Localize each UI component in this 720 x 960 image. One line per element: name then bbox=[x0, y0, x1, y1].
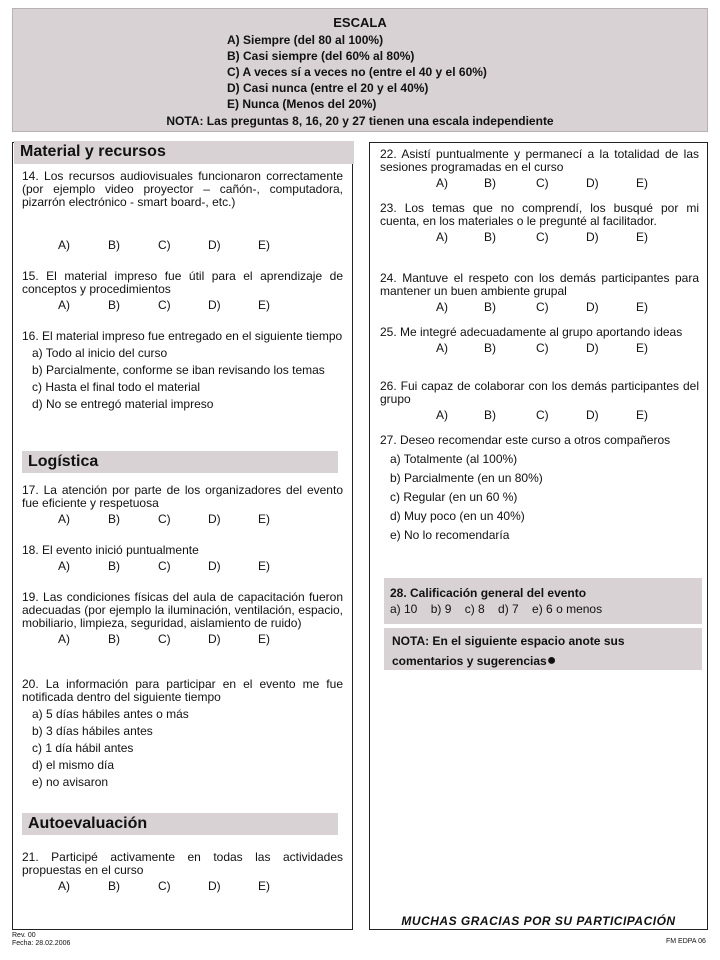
scale-line-c: C) A veces sí a veces no (entre el 40 y el 60%) bbox=[227, 65, 487, 79]
question-20-option-a[interactable]: a) 5 días hábiles antes o más bbox=[32, 707, 189, 721]
question-14-text: 14. Los recursos audiovisuales funcionaron correctamente (por ejemplo video proyector – cañón-, computadora, pizarrón electrónico - smart board-, etc.) bbox=[22, 169, 343, 209]
option-b[interactable]: B) bbox=[108, 632, 120, 646]
scale-title: ESCALA bbox=[333, 15, 387, 30]
question-18-text: 18. El evento inició puntualmente bbox=[22, 543, 199, 557]
option-c[interactable]: C) bbox=[158, 238, 171, 252]
scale-line-e: E) Nunca (Menos del 20%) bbox=[227, 97, 377, 111]
question-16-option-b[interactable]: b) Parcialmente, conforme se iban revisando los temas bbox=[32, 363, 325, 377]
question-25-text: 25. Me integré adecuadamente al grupo aportando ideas bbox=[380, 325, 683, 339]
option-a[interactable]: A) bbox=[58, 632, 70, 646]
question-15-text: 15. El material impreso fue útil para el aprendizaje de conceptos y procedimientos bbox=[22, 269, 343, 296]
option-b[interactable]: B) bbox=[484, 230, 496, 244]
question-20 bbox=[22, 678, 343, 789]
question-20-option-c[interactable]: c) 1 día hábil antes bbox=[32, 741, 134, 755]
option-a[interactable]: A) bbox=[436, 230, 448, 244]
option-b[interactable]: B) bbox=[484, 341, 496, 355]
question-24-text: 24. Mantuve el respeto con los demás participantes para mantener un buen ambiente grupal bbox=[380, 271, 699, 298]
question-23-text: 23. Los temas que no comprendí, los busqué por mi cuenta, en los materiales o le pregunté al facilitador. bbox=[380, 201, 699, 228]
question-19 bbox=[22, 591, 343, 648]
option-c[interactable]: C) bbox=[536, 176, 549, 190]
section-logistica: Logística bbox=[22, 451, 338, 473]
question-27-option-e[interactable]: e) No lo recomendaría bbox=[390, 528, 510, 542]
comments-note-box bbox=[384, 628, 702, 670]
scale-line-a: A) Siempre (del 80 al 100%) bbox=[227, 33, 384, 47]
question-16-text: 16. El material impreso fue entregado en el siguiente tiempo bbox=[22, 329, 343, 343]
scale-box bbox=[12, 8, 708, 132]
question-22 bbox=[380, 148, 699, 192]
option-a[interactable]: A) bbox=[436, 341, 448, 355]
option-b[interactable]: B) bbox=[484, 300, 496, 314]
option-e[interactable]: E) bbox=[258, 238, 270, 252]
question-25 bbox=[380, 326, 699, 357]
option-c[interactable]: C) bbox=[536, 300, 549, 314]
option-c[interactable]: C) bbox=[158, 879, 171, 893]
option-c[interactable]: C) bbox=[158, 512, 171, 526]
option-e[interactable]: E) bbox=[258, 512, 270, 526]
option-a[interactable]: A) bbox=[58, 238, 70, 252]
option-d[interactable]: D) bbox=[586, 230, 599, 244]
scale-line-d: D) Casi nunca (entre el 20 y el 40%) bbox=[227, 81, 429, 95]
question-27-text: 27. Deseo recomendar este curso a otros compañeros bbox=[380, 433, 671, 447]
question-18 bbox=[22, 544, 343, 575]
question-15 bbox=[22, 270, 343, 314]
question-27-option-c[interactable]: c) Regular (en un 60 %) bbox=[390, 490, 518, 504]
question-27 bbox=[380, 434, 699, 542]
option-e[interactable]: E) bbox=[636, 341, 648, 355]
option-c[interactable]: C) bbox=[536, 408, 549, 422]
option-a[interactable]: A) bbox=[58, 298, 70, 312]
option-b[interactable]: B) bbox=[108, 879, 120, 893]
question-20-option-d[interactable]: d) el mismo día bbox=[32, 758, 115, 772]
option-d[interactable]: D) bbox=[208, 632, 221, 646]
question-22-text: 22. Asistí puntualmente y permanecí a la totalidad de las sesiones programadas en el curso bbox=[380, 147, 699, 174]
question-21-text: 21. Participé activamente en todas las actividades propuestas en el curso bbox=[22, 850, 343, 877]
section-autoevaluacion: Autoevaluación bbox=[22, 813, 338, 835]
question-20-option-e[interactable]: e) no avisaron bbox=[32, 775, 109, 789]
scale-line-b: B) Casi siempre (del 60% al 80%) bbox=[227, 49, 415, 63]
option-b[interactable]: B) bbox=[484, 408, 496, 422]
bullet-icon: ● bbox=[546, 652, 557, 669]
thanks-message: MUCHAS GRACIAS POR SU PARTICIPACIÓN bbox=[401, 914, 676, 928]
question-26 bbox=[380, 380, 699, 424]
option-d[interactable]: D) bbox=[586, 176, 599, 190]
question-23 bbox=[380, 202, 699, 246]
question-16-option-c[interactable]: c) Hasta el final todo el material bbox=[32, 380, 201, 394]
option-a[interactable]: A) bbox=[58, 559, 70, 573]
option-d[interactable]: D) bbox=[208, 298, 221, 312]
option-e[interactable]: E) bbox=[258, 298, 270, 312]
question-14 bbox=[22, 170, 343, 209]
question-17 bbox=[22, 484, 343, 528]
option-e[interactable]: E) bbox=[636, 300, 648, 314]
question-16 bbox=[22, 330, 343, 411]
scale-note: NOTA: Las preguntas 8, 16, 20 y 27 tienen una escala independiente bbox=[166, 114, 554, 128]
left-column bbox=[12, 142, 353, 930]
question-14-options bbox=[22, 236, 343, 254]
option-a[interactable]: A) bbox=[436, 300, 448, 314]
form-code: FM EDPA 06 bbox=[666, 938, 706, 945]
revision-label: Rev. 00 bbox=[12, 932, 36, 939]
question-19-text: 19. Las condiciones físicas del aula de capacitación fueron adecuadas (por ejemplo la iluminación, ventilación, espacio, mobiliario, limpieza, seguridad, aislamiento de ruido) bbox=[22, 590, 343, 630]
option-c[interactable]: C) bbox=[536, 341, 549, 355]
option-d[interactable]: D) bbox=[208, 512, 221, 526]
question-17-text: 17. La atención por parte de los organizadores del evento fue eficiente y respetuosa bbox=[22, 483, 343, 510]
option-d[interactable]: D) bbox=[208, 879, 221, 893]
option-a[interactable]: A) bbox=[436, 408, 448, 422]
rating-options[interactable]: a) 10 b) 9 c) 8 d) 7 e) 6 o menos bbox=[390, 602, 603, 616]
option-b[interactable]: B) bbox=[108, 559, 120, 573]
rating-box bbox=[384, 578, 702, 624]
date-label: Fecha: 28.02.2006 bbox=[12, 940, 71, 947]
option-a[interactable]: A) bbox=[58, 512, 70, 526]
option-c[interactable]: C) bbox=[536, 230, 549, 244]
section-material: Material y recursos bbox=[14, 141, 354, 164]
question-27-option-d[interactable]: d) Muy poco (en un 40%) bbox=[390, 509, 525, 523]
question-16-option-d[interactable]: d) No se entregó material impreso bbox=[32, 397, 214, 411]
option-a[interactable]: A) bbox=[58, 879, 70, 893]
option-c[interactable]: C) bbox=[158, 298, 171, 312]
option-e[interactable]: E) bbox=[258, 632, 270, 646]
comments-note: NOTA: En el siguiente espacio anote sus comentarios y sugerencias bbox=[392, 634, 625, 668]
option-e[interactable]: E) bbox=[636, 176, 648, 190]
option-e[interactable]: E) bbox=[636, 408, 648, 422]
option-e[interactable]: E) bbox=[258, 879, 270, 893]
option-d[interactable]: D) bbox=[208, 238, 221, 252]
option-d[interactable]: D) bbox=[586, 300, 599, 314]
question-20-text: 20. La información para participar en el evento me fue notificada dentro del siguiente tiempo bbox=[22, 677, 343, 704]
question-21 bbox=[22, 851, 343, 895]
question-24 bbox=[380, 272, 699, 316]
option-d[interactable]: D) bbox=[208, 559, 221, 573]
question-27-option-a[interactable]: a) Totalmente (al 100%) bbox=[390, 452, 518, 466]
option-d[interactable]: D) bbox=[586, 408, 599, 422]
question-27-option-b[interactable]: b) Parcialmente (en un 80%) bbox=[390, 471, 543, 485]
option-a[interactable]: A) bbox=[436, 176, 448, 190]
question-16-option-a[interactable]: a) Todo al inicio del curso bbox=[32, 346, 168, 360]
option-e[interactable]: E) bbox=[636, 230, 648, 244]
option-c[interactable]: C) bbox=[158, 632, 171, 646]
option-e[interactable]: E) bbox=[258, 559, 270, 573]
option-c[interactable]: C) bbox=[158, 559, 171, 573]
option-b[interactable]: B) bbox=[484, 176, 496, 190]
question-20-option-b[interactable]: b) 3 días hábiles antes bbox=[32, 724, 153, 738]
option-b[interactable]: B) bbox=[108, 298, 120, 312]
question-26-text: 26. Fui capaz de colaborar con los demás participantes del grupo bbox=[380, 379, 699, 406]
option-b[interactable]: B) bbox=[108, 238, 120, 252]
option-b[interactable]: B) bbox=[108, 512, 120, 526]
rating-title: 28. Calificación general del evento bbox=[390, 586, 587, 600]
option-d[interactable]: D) bbox=[586, 341, 599, 355]
